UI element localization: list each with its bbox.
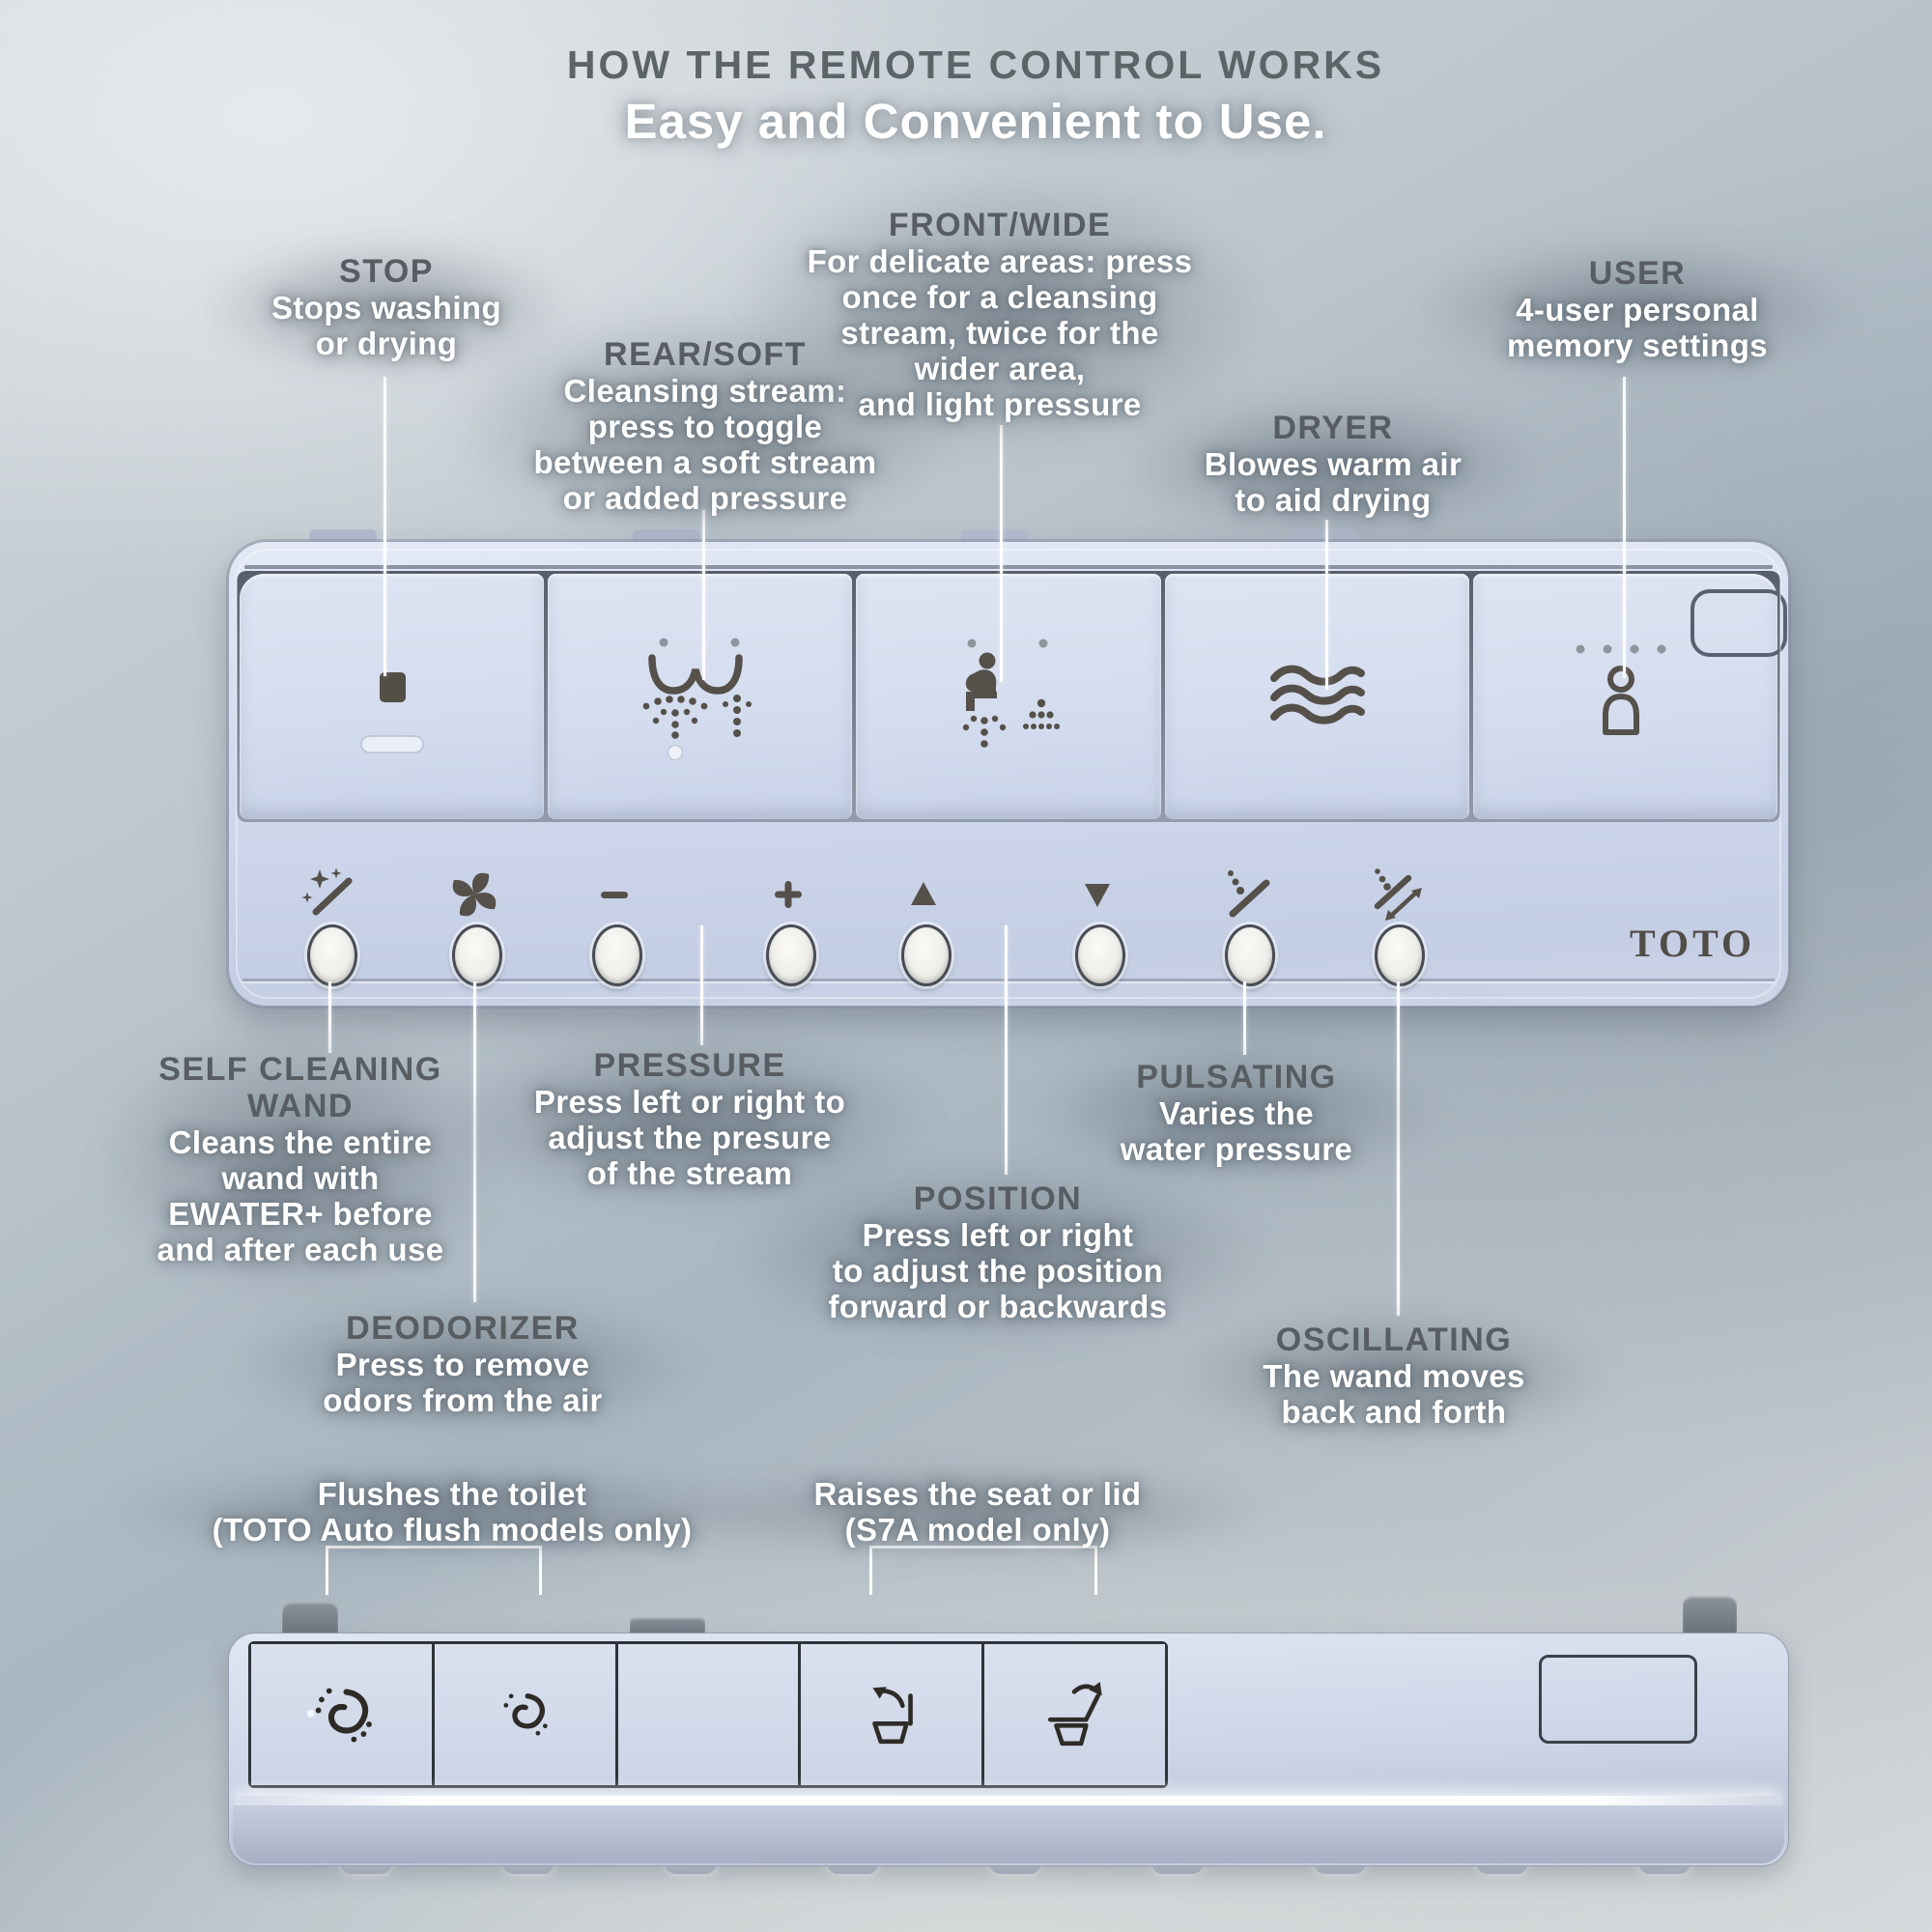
callout-self-cleaning-wand [141, 1051, 460, 1267]
callout-heading: SELF CLEANING WAND [158, 1051, 442, 1124]
dryer-waves-icon [1239, 634, 1394, 759]
front-wide-spray-icon [931, 634, 1086, 759]
callout-oscillating [1220, 1321, 1568, 1430]
self-cleaning-wand-oval-button[interactable] [307, 924, 357, 986]
callout-line: to aid drying [1235, 482, 1432, 518]
callout-deodorizer [279, 1310, 646, 1418]
toto-logo: TOTO [1630, 922, 1756, 965]
page-subtitle: Easy and Convenient to Use. [624, 94, 1327, 149]
remote-underside [233, 1805, 1784, 1863]
leader-line-front-wide [1000, 425, 1003, 682]
callout-flush [182, 1476, 723, 1548]
callout-heading: USER [1588, 255, 1687, 292]
leader-line-position [1005, 925, 1008, 1175]
minus-icon [585, 866, 643, 923]
callout-line: Press left or right [862, 1217, 1134, 1253]
oscillating-oval-button[interactable] [1375, 924, 1425, 986]
stop-button[interactable] [240, 574, 544, 819]
flush-light-swirl-icon [494, 1684, 555, 1746]
callout-line: Cleansing stream: [563, 373, 847, 409]
callout-line: For delicate areas: press [807, 243, 1193, 279]
big-button-row [237, 571, 1780, 822]
hanger-notch [1690, 589, 1787, 657]
flush-full-button[interactable] [251, 1644, 432, 1785]
flush-full-swirl-icon [303, 1677, 379, 1752]
callout-line: Raises the seat or lid [813, 1476, 1142, 1512]
leader-line-stop [384, 377, 386, 676]
blank-button[interactable] [618, 1644, 799, 1785]
callout-line: and after each use [156, 1232, 444, 1267]
callout-front-wide [787, 207, 1212, 422]
callout-pulsating [1077, 1059, 1396, 1167]
callout-line: Cleans the entire [168, 1124, 433, 1160]
callout-line: odors from the air [323, 1382, 603, 1418]
callout-line: once for a cleansing [841, 279, 1158, 315]
callout-line: of the stream [586, 1155, 793, 1191]
top-view-button-row [248, 1641, 1168, 1788]
pulsating-oval-button[interactable] [1225, 924, 1275, 986]
callout-line: Stops washing [270, 290, 502, 326]
callout-line: between a soft stream [533, 444, 877, 480]
callout-seat-lid [746, 1476, 1209, 1548]
battery-panel[interactable] [1539, 1655, 1697, 1744]
callout-line: Press to remove [335, 1347, 590, 1382]
callout-line: stream, twice for the [840, 315, 1159, 351]
callout-dryer [1169, 410, 1497, 518]
callout-line: (S7A model only) [844, 1512, 1111, 1548]
fan-icon [445, 866, 503, 923]
callout-heading: DEODORIZER [346, 1310, 580, 1347]
triangle-up-icon [895, 866, 952, 923]
callout-line: memory settings [1506, 327, 1769, 363]
lid-raise-icon [1040, 1680, 1110, 1749]
callout-heading: FRONT/WIDE [888, 207, 1112, 243]
callout-line: EWATER+ before [168, 1196, 433, 1232]
callout-line: to adjust the position [832, 1253, 1164, 1289]
callout-line: water pressure [1120, 1131, 1353, 1167]
wand-sparkle-icon [300, 866, 358, 923]
rear-soft-button[interactable] [548, 574, 852, 819]
callout-line: and light pressure [858, 386, 1142, 422]
oscillating-spray-icon [1368, 866, 1426, 923]
light-strip [239, 1796, 1778, 1805]
front-wide-button[interactable] [856, 574, 1160, 819]
dryer-button[interactable] [1165, 574, 1469, 819]
pulsating-spray-icon [1218, 866, 1276, 923]
rear-soft-spray-icon [623, 633, 778, 760]
pressure-plus-oval-button[interactable] [766, 924, 816, 986]
remote-control-front [228, 541, 1789, 1007]
callout-heading: REAR/SOFT [604, 336, 807, 373]
plus-icon [759, 866, 817, 923]
callout-heading: PULSATING [1136, 1059, 1337, 1095]
callout-heading: POSITION [913, 1180, 1083, 1217]
position-down-oval-button[interactable] [1075, 924, 1125, 986]
seat-raise-button[interactable] [801, 1644, 981, 1785]
callout-heading: PRESSURE [593, 1047, 786, 1084]
seat-raise-icon [857, 1680, 926, 1749]
callout-line: Blowes warm air [1204, 446, 1463, 482]
callout-line: wand with [221, 1160, 380, 1196]
pressure-minus-oval-button[interactable] [592, 924, 642, 986]
callout-line: back and forth [1281, 1394, 1507, 1430]
callout-line: press to toggle [587, 409, 823, 444]
lid-raise-button[interactable] [984, 1644, 1165, 1785]
page-title: HOW THE REMOTE CONTROL WORKS [566, 43, 1385, 87]
remote-control-top-view [228, 1633, 1789, 1866]
position-up-oval-button[interactable] [901, 924, 952, 986]
callout-heading: OSCILLATING [1275, 1321, 1513, 1358]
callout-line: forward or backwards [828, 1289, 1168, 1324]
leader-line-user [1623, 377, 1626, 678]
callout-line: 4-user personal [1516, 292, 1759, 327]
callout-line: Varies the [1159, 1095, 1314, 1131]
flush-light-button[interactable] [435, 1644, 615, 1785]
callout-heading: STOP [339, 253, 434, 290]
callout-heading: DRYER [1272, 410, 1394, 446]
callout-line: The wand moves [1263, 1358, 1525, 1394]
triangle-down-icon [1068, 866, 1126, 923]
remote-groove [244, 565, 1773, 569]
callout-position [785, 1180, 1210, 1324]
leader-line-dryer [1325, 520, 1328, 690]
callout-line: or added pressure [562, 480, 848, 516]
callout-line: Press left or right to [533, 1084, 846, 1120]
callout-line: (TOTO Auto flush models only) [212, 1512, 693, 1548]
callout-line: wider area, [914, 351, 1086, 386]
callout-user [1463, 255, 1811, 363]
callout-line: adjust the presure [548, 1120, 832, 1155]
deodorizer-oval-button[interactable] [452, 924, 502, 986]
stop-square-icon [315, 634, 469, 759]
callout-line: Flushes the toilet [317, 1476, 587, 1512]
callout-line: or drying [315, 326, 458, 361]
